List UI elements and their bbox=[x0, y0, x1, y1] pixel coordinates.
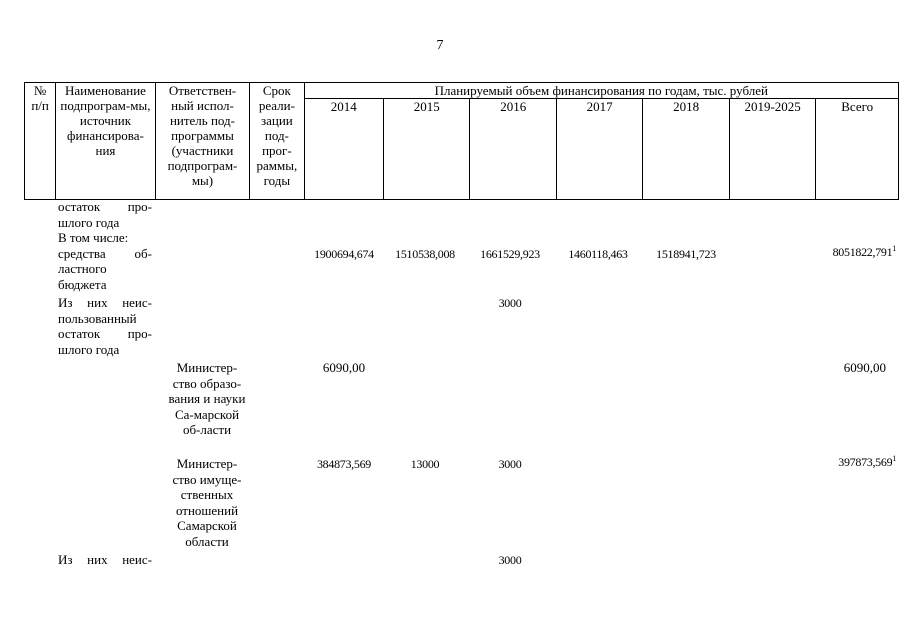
header-total: Всего bbox=[816, 99, 899, 200]
row2-value-2014: 1900694,674 bbox=[314, 247, 374, 261]
row4-responsible: Министер-ство образо-вания и науки Са-марской об-ласти bbox=[168, 360, 246, 437]
row3-value-2016: 3000 bbox=[498, 296, 522, 310]
financing-table-header bbox=[24, 82, 899, 200]
row4-total: 6090,00 bbox=[843, 360, 886, 375]
header-year-2019-2025: 2019-2025 bbox=[729, 99, 815, 200]
row4-value-2014: 6090,00 bbox=[322, 360, 366, 375]
row5-value-2016: 3000 bbox=[498, 457, 522, 471]
header-year-2014: 2014 bbox=[304, 99, 383, 200]
row2-value-2018: 1518941,723 bbox=[656, 247, 716, 261]
row6-value-2016: 3000 bbox=[498, 553, 522, 567]
row1-name: остаток про- шлого года bbox=[58, 199, 152, 230]
header-col-funding: Планируемый объем финансирования по годам, тыс. рублей bbox=[304, 83, 898, 99]
row2-value-2016: 1661529,923 bbox=[480, 247, 540, 261]
header-year-2017: 2017 bbox=[556, 99, 642, 200]
row3-name: Из них неис- пользованный остаток про- шлого года bbox=[58, 295, 152, 357]
header-year-2018: 2018 bbox=[643, 99, 729, 200]
row5-value-2014: 384873,569 bbox=[316, 457, 371, 471]
header-year-2015: 2015 bbox=[383, 99, 469, 200]
row2-total: 8051822,791$^1$ bbox=[832, 244, 896, 259]
row2-value-2015: 1510538,008 bbox=[395, 247, 455, 261]
page-number: 7 bbox=[436, 38, 444, 53]
row5-value-2015: 13000 bbox=[410, 457, 440, 471]
row2-name: В том числе: средства об- ластного бюджета bbox=[58, 230, 152, 292]
header-col-responsible: Ответствен-ный испол-нитель под-программы (участники подпрограм-мы) bbox=[155, 83, 250, 200]
row6-name: Из них неис- bbox=[58, 552, 152, 567]
row5-responsible: Министер-ство имуще-ственных отношений Самарской области bbox=[172, 456, 242, 549]
header-year-2016: 2016 bbox=[470, 99, 556, 200]
header-col-name: Наименование подпрограм-мы, источник финансирова-ния bbox=[56, 83, 156, 200]
row5-total: 397873,569$^1$ bbox=[838, 454, 896, 469]
row2-value-2017: 1460118,463 bbox=[568, 247, 628, 261]
header-col-term: Срок реали-зации под-прог-раммы, годы bbox=[250, 83, 304, 200]
header-col-number: № п/п bbox=[25, 83, 56, 200]
